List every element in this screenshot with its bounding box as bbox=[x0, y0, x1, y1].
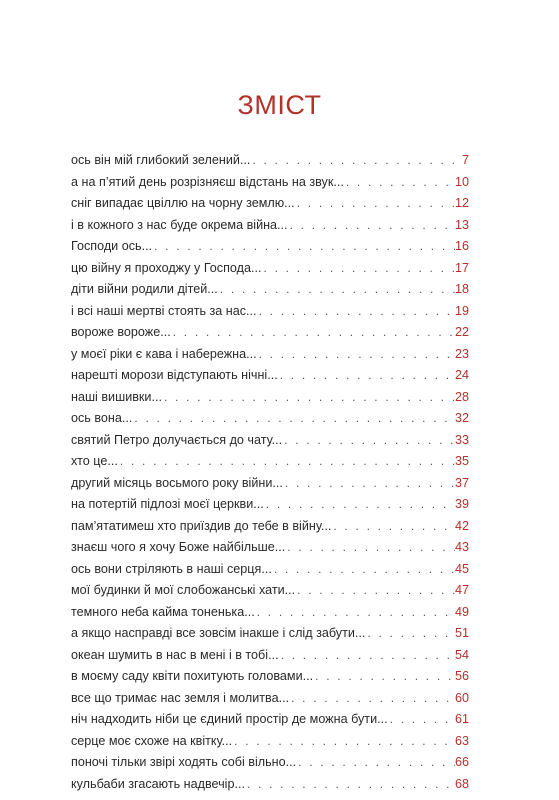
toc-page-number: 54 bbox=[454, 647, 469, 662]
toc-entry[interactable] bbox=[71, 215, 469, 237]
toc-entry[interactable] bbox=[71, 258, 469, 280]
toc-entry-title: серце моє схоже на квітку... bbox=[71, 733, 233, 748]
toc-page-number: 28 bbox=[454, 389, 469, 404]
toc-entry[interactable] bbox=[71, 150, 469, 172]
toc-page-number: 12 bbox=[454, 196, 469, 210]
toc-entry[interactable] bbox=[71, 688, 469, 710]
toc-entry-title: темного неба кайма тоненька... bbox=[71, 604, 255, 619]
toc-entry-title: діти війни родили дітей... bbox=[71, 282, 218, 296]
toc-page-number: 10 bbox=[454, 174, 469, 189]
toc-entry[interactable] bbox=[71, 408, 469, 430]
toc-entry[interactable] bbox=[71, 430, 469, 452]
dot-leader bbox=[132, 408, 455, 430]
toc-page-number: 32 bbox=[454, 411, 469, 425]
toc-entry[interactable] bbox=[71, 279, 469, 301]
toc-entry-title: сніг випадає цвіллю на чорну землю... bbox=[71, 196, 295, 210]
toc-page-number: 39 bbox=[454, 497, 469, 511]
toc-page-number: 22 bbox=[454, 325, 469, 339]
dot-leader bbox=[388, 709, 455, 731]
toc-page-number: 49 bbox=[454, 604, 469, 619]
toc-page-number: 60 bbox=[454, 690, 469, 705]
dot-leader bbox=[257, 344, 455, 366]
toc-entry-title: а на п’ятий день розрізняєш відстань на звук... bbox=[71, 174, 344, 189]
dot-leader bbox=[245, 774, 455, 796]
toc-entry-title: в моєму саду квіти похитують головами... bbox=[71, 669, 314, 683]
dot-leader bbox=[162, 387, 455, 409]
toc-entry[interactable] bbox=[71, 623, 469, 645]
toc-page-number: 33 bbox=[454, 432, 469, 447]
dot-leader bbox=[289, 688, 455, 710]
toc-entry[interactable] bbox=[71, 473, 469, 495]
dot-leader bbox=[118, 451, 455, 473]
toc-entry-title: і в кожного з нас буде окрема війна... bbox=[71, 217, 288, 232]
dot-leader bbox=[331, 516, 455, 538]
toc-page-number: 17 bbox=[454, 260, 469, 275]
toc-entry-title: Господи ось... bbox=[71, 239, 153, 253]
dot-leader bbox=[250, 150, 455, 172]
toc-page-number: 13 bbox=[454, 217, 469, 232]
toc-entry-title: кульбаби згасають надвечір... bbox=[71, 776, 245, 791]
toc-page-number: 42 bbox=[454, 518, 469, 533]
toc-entry[interactable] bbox=[71, 666, 469, 688]
dot-leader bbox=[296, 752, 455, 774]
toc-entry[interactable] bbox=[71, 494, 469, 516]
toc-entry[interactable] bbox=[71, 752, 469, 774]
page-title: ЗМІСТ bbox=[237, 90, 322, 120]
toc-entry-title: на потертій підлозі моєї церкви... bbox=[71, 497, 264, 511]
toc-entry-title: мої будинки й мої слобожанські хати... bbox=[71, 583, 296, 597]
toc-entry[interactable] bbox=[71, 365, 469, 387]
toc-page-number: 45 bbox=[454, 561, 469, 576]
toc-entry[interactable] bbox=[71, 709, 469, 731]
dot-leader bbox=[218, 279, 455, 301]
toc-entry[interactable] bbox=[71, 645, 469, 667]
toc-entry[interactable] bbox=[71, 537, 469, 559]
toc-entry-title: ніч надходить ніби це єдиний простір де можна бути... bbox=[71, 712, 388, 726]
toc-page-number: 19 bbox=[454, 303, 469, 318]
toc-entry-title: цю війну я проходжу у Господа... bbox=[71, 260, 262, 275]
toc-page-number: 7 bbox=[461, 153, 469, 167]
toc-entry[interactable] bbox=[71, 301, 469, 323]
table-of-contents bbox=[71, 150, 469, 795]
toc-entry-title: ось вона... bbox=[71, 411, 133, 425]
toc-page-number: 47 bbox=[454, 583, 469, 597]
toc-entry-title: святий Петро долучається до чату... bbox=[71, 432, 283, 447]
toc-entry-title: поночі тільки звірі ходять собі вільно... bbox=[71, 755, 297, 769]
toc-entry[interactable] bbox=[71, 516, 469, 538]
toc-entry-title: ось вони стріляють в наші серця... bbox=[71, 561, 272, 576]
dot-leader bbox=[282, 430, 455, 452]
dot-leader bbox=[255, 602, 455, 624]
toc-entry[interactable] bbox=[71, 451, 469, 473]
dot-leader bbox=[313, 666, 455, 688]
dot-leader bbox=[257, 301, 455, 323]
toc-page-number: 37 bbox=[454, 475, 469, 490]
toc-page-number: 23 bbox=[454, 346, 469, 361]
dot-leader bbox=[288, 215, 455, 237]
dot-leader bbox=[262, 258, 455, 280]
dot-leader bbox=[295, 580, 455, 602]
toc-page-number: 16 bbox=[454, 239, 469, 253]
dot-leader bbox=[152, 236, 455, 258]
toc-entry[interactable] bbox=[71, 387, 469, 409]
toc-entry-title: у моєї ріки є кава і набережна... bbox=[71, 346, 257, 361]
toc-entry[interactable] bbox=[71, 731, 469, 753]
toc-entry-title: нарешті морози відступають нічні... bbox=[71, 368, 278, 382]
toc-entry[interactable] bbox=[71, 236, 469, 258]
toc-page-number: 18 bbox=[454, 282, 469, 296]
dot-leader bbox=[232, 731, 455, 753]
toc-entry-title: все що тримає нас земля і молитва... bbox=[71, 690, 290, 705]
toc-page-number: 68 bbox=[454, 776, 469, 791]
toc-entry-title: ось він мій глибокий зелений... bbox=[71, 153, 251, 167]
toc-entry[interactable] bbox=[71, 602, 469, 624]
toc-entry[interactable] bbox=[71, 322, 469, 344]
toc-entry[interactable] bbox=[71, 344, 469, 366]
toc-entry-title: океан шумить в нас в мені і в тобі... bbox=[71, 647, 279, 662]
dot-leader bbox=[285, 537, 455, 559]
toc-entry-title: хто це... bbox=[71, 454, 118, 468]
toc-entry-title: а якщо насправді все зовсім інакше і слід забути... bbox=[71, 626, 366, 640]
toc-entry[interactable] bbox=[71, 559, 469, 581]
toc-entry-title: і всі наші мертві стоять за нас... bbox=[71, 303, 257, 318]
toc-page-number: 43 bbox=[454, 540, 469, 554]
toc-page-number: 63 bbox=[454, 733, 469, 748]
toc-entry-title: другий місяць восьмого року війни... bbox=[71, 475, 283, 490]
toc-page-number: 51 bbox=[454, 626, 469, 640]
toc-entry[interactable] bbox=[71, 193, 469, 215]
toc-page-number: 24 bbox=[454, 368, 469, 382]
dot-leader bbox=[283, 473, 455, 495]
toc-page-number: 56 bbox=[454, 669, 469, 683]
toc-page-number: 61 bbox=[454, 712, 469, 726]
toc-entry[interactable] bbox=[71, 172, 469, 194]
toc-entry[interactable] bbox=[71, 774, 469, 796]
dot-leader bbox=[278, 365, 455, 387]
toc-entry-title: пам’ятатимеш хто приїздив до тебе в війну... bbox=[71, 518, 332, 533]
dot-leader bbox=[264, 494, 455, 516]
toc-entry-title: вороже вороже... bbox=[71, 325, 171, 339]
toc-page-number: 35 bbox=[454, 454, 469, 468]
dot-leader bbox=[344, 172, 455, 194]
dot-leader bbox=[171, 322, 455, 344]
toc-entry[interactable] bbox=[71, 580, 469, 602]
toc-page-number: 66 bbox=[454, 755, 469, 769]
toc-entry-title: знаєш чого я хочу Боже найбільше... bbox=[71, 540, 286, 554]
dot-leader bbox=[272, 559, 455, 581]
dot-leader bbox=[295, 193, 455, 215]
toc-entry-title: наші вишивки... bbox=[71, 389, 162, 404]
dot-leader bbox=[365, 623, 455, 645]
dot-leader bbox=[279, 645, 455, 667]
